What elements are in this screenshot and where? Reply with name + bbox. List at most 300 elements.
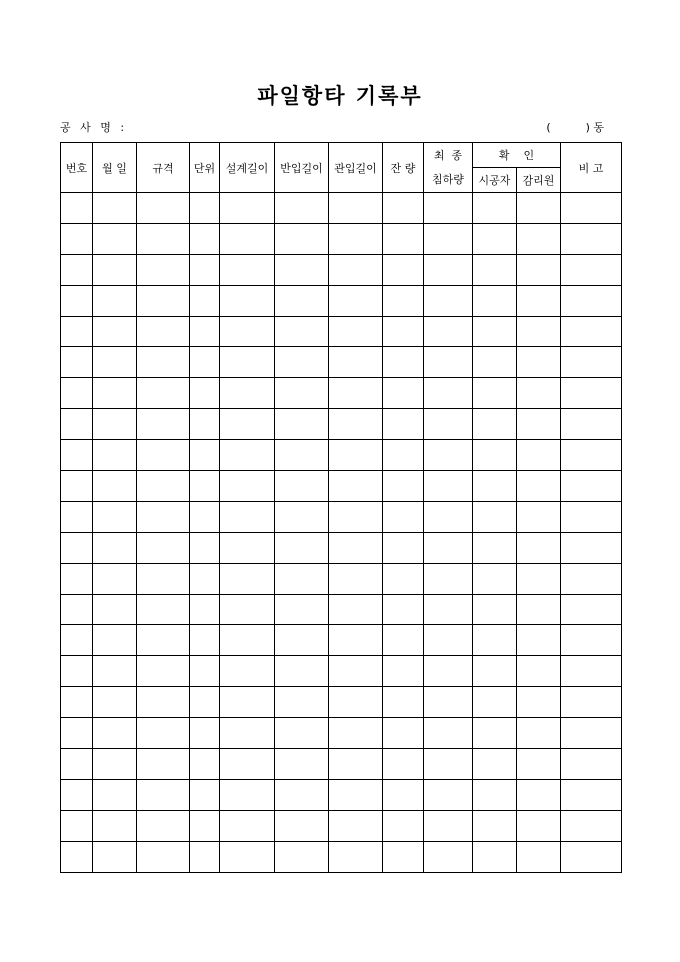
table-cell[interactable] [61, 223, 93, 254]
table-cell[interactable] [93, 718, 137, 749]
table-cell[interactable] [61, 841, 93, 872]
table-cell[interactable] [220, 347, 275, 378]
table-row [61, 749, 622, 780]
table-row [61, 687, 622, 718]
table-cell[interactable] [424, 532, 473, 563]
table-cell[interactable] [190, 440, 220, 471]
table-cell[interactable] [517, 285, 561, 316]
table-cell[interactable] [561, 718, 622, 749]
table-cell[interactable] [220, 378, 275, 409]
table-cell[interactable] [424, 440, 473, 471]
table-cell[interactable] [424, 779, 473, 810]
table-row [61, 347, 622, 378]
table-row [61, 501, 622, 532]
table-cell[interactable] [137, 347, 190, 378]
header-unit: 단위 [190, 143, 220, 193]
table-cell[interactable] [61, 594, 93, 625]
table-cell[interactable] [275, 316, 329, 347]
table-cell[interactable] [473, 347, 517, 378]
table-cell[interactable] [137, 471, 190, 502]
header-final-settlement [424, 143, 473, 193]
table-cell[interactable] [473, 594, 517, 625]
table-cell[interactable] [275, 749, 329, 780]
table-cell[interactable] [383, 532, 424, 563]
table-cell[interactable] [329, 563, 383, 594]
table-cell[interactable] [561, 779, 622, 810]
table-cell[interactable] [61, 316, 93, 347]
table-cell[interactable] [329, 501, 383, 532]
table-row [61, 779, 622, 810]
table-cell[interactable] [220, 810, 275, 841]
table-cell[interactable] [275, 471, 329, 502]
table-cell[interactable] [275, 625, 329, 656]
table-cell[interactable] [275, 285, 329, 316]
table-cell[interactable] [93, 687, 137, 718]
table-cell[interactable] [220, 471, 275, 502]
table-cell[interactable] [561, 285, 622, 316]
table-cell[interactable] [93, 841, 137, 872]
header-confirm: 확 인 [473, 143, 561, 168]
table-cell[interactable] [190, 254, 220, 285]
table-cell[interactable] [424, 316, 473, 347]
table-cell[interactable] [93, 440, 137, 471]
table-cell[interactable] [137, 316, 190, 347]
table-cell[interactable] [61, 656, 93, 687]
table-cell[interactable] [517, 718, 561, 749]
table-cell[interactable] [561, 378, 622, 409]
table-cell[interactable] [473, 193, 517, 224]
table-cell[interactable] [473, 656, 517, 687]
table-cell[interactable] [137, 254, 190, 285]
table-cell[interactable] [517, 625, 561, 656]
table-cell[interactable] [424, 749, 473, 780]
table-cell[interactable] [517, 347, 561, 378]
table-cell[interactable] [220, 594, 275, 625]
table-cell[interactable] [190, 409, 220, 440]
table-cell[interactable] [424, 625, 473, 656]
table-cell[interactable] [329, 440, 383, 471]
table-cell[interactable] [61, 501, 93, 532]
table-cell[interactable] [137, 625, 190, 656]
table-cell[interactable] [561, 563, 622, 594]
table-cell[interactable] [383, 409, 424, 440]
table-cell[interactable] [329, 718, 383, 749]
table-cell[interactable] [275, 223, 329, 254]
table-cell[interactable] [137, 532, 190, 563]
table-cell[interactable] [473, 285, 517, 316]
table-cell[interactable] [190, 193, 220, 224]
table-cell[interactable] [93, 471, 137, 502]
table-cell[interactable] [137, 440, 190, 471]
table-cell[interactable] [93, 532, 137, 563]
table-cell[interactable] [329, 841, 383, 872]
table-cell[interactable] [473, 254, 517, 285]
table-cell[interactable] [220, 749, 275, 780]
table-cell[interactable] [190, 501, 220, 532]
table-cell[interactable] [473, 223, 517, 254]
table-cell[interactable] [329, 316, 383, 347]
table-row [61, 625, 622, 656]
table-cell[interactable] [190, 718, 220, 749]
table-cell[interactable] [61, 285, 93, 316]
document-title: 파일항타 기록부 [257, 83, 423, 108]
table-cell[interactable] [329, 532, 383, 563]
table-cell[interactable] [190, 594, 220, 625]
table-row [61, 471, 622, 502]
table-cell[interactable] [561, 223, 622, 254]
table-cell[interactable] [275, 378, 329, 409]
table-cell[interactable] [329, 687, 383, 718]
table-cell[interactable] [275, 779, 329, 810]
table-cell[interactable] [383, 594, 424, 625]
table-row [61, 656, 622, 687]
table-cell[interactable] [137, 193, 190, 224]
table-row [61, 193, 622, 224]
table-cell[interactable] [137, 779, 190, 810]
table-cell[interactable] [383, 687, 424, 718]
table-cell[interactable] [275, 687, 329, 718]
table-cell[interactable] [329, 378, 383, 409]
table-cell[interactable] [517, 594, 561, 625]
table-cell[interactable] [93, 594, 137, 625]
table-cell[interactable] [61, 810, 93, 841]
table-cell[interactable] [275, 841, 329, 872]
table-cell[interactable] [424, 409, 473, 440]
table-cell[interactable] [61, 532, 93, 563]
table-cell[interactable] [93, 409, 137, 440]
table-cell[interactable] [275, 440, 329, 471]
table-cell[interactable] [93, 223, 137, 254]
table-cell[interactable] [61, 687, 93, 718]
table-cell[interactable] [473, 810, 517, 841]
table-cell[interactable] [383, 625, 424, 656]
table-cell[interactable] [517, 656, 561, 687]
table-cell[interactable] [220, 254, 275, 285]
table-cell[interactable] [383, 378, 424, 409]
table-cell[interactable] [220, 718, 275, 749]
table-cell[interactable] [424, 810, 473, 841]
table-cell[interactable] [190, 625, 220, 656]
table-row [61, 440, 622, 471]
table-cell[interactable] [424, 193, 473, 224]
table-cell[interactable] [424, 378, 473, 409]
table-cell[interactable] [220, 656, 275, 687]
table-cell[interactable] [61, 378, 93, 409]
table-cell[interactable] [190, 532, 220, 563]
table-cell[interactable] [424, 656, 473, 687]
table-cell[interactable] [275, 501, 329, 532]
header-date: 월 일 [93, 143, 137, 193]
table-cell[interactable] [473, 563, 517, 594]
table-cell[interactable] [329, 625, 383, 656]
table-cell[interactable] [383, 193, 424, 224]
table-cell[interactable] [517, 563, 561, 594]
table-cell[interactable] [517, 810, 561, 841]
table-cell[interactable] [275, 193, 329, 224]
table-cell[interactable] [517, 316, 561, 347]
table-cell[interactable] [137, 501, 190, 532]
table-cell[interactable] [517, 687, 561, 718]
table-cell[interactable] [93, 254, 137, 285]
table-cell[interactable] [61, 254, 93, 285]
table-cell[interactable] [517, 440, 561, 471]
table-cell[interactable] [561, 254, 622, 285]
table-cell[interactable] [93, 378, 137, 409]
table-cell[interactable] [329, 409, 383, 440]
table-cell[interactable] [93, 193, 137, 224]
table-cell[interactable] [61, 779, 93, 810]
table-cell[interactable] [561, 810, 622, 841]
table-row [61, 718, 622, 749]
table-cell[interactable] [473, 471, 517, 502]
table-cell[interactable] [220, 501, 275, 532]
table-cell[interactable] [190, 656, 220, 687]
table-cell[interactable] [190, 810, 220, 841]
table-cell[interactable] [561, 409, 622, 440]
table-cell[interactable] [517, 841, 561, 872]
table-cell[interactable] [61, 563, 93, 594]
table-cell[interactable] [275, 347, 329, 378]
table-cell[interactable] [517, 254, 561, 285]
table-cell[interactable] [424, 687, 473, 718]
table-cell[interactable] [190, 347, 220, 378]
table-cell[interactable] [93, 316, 137, 347]
table-body [61, 193, 622, 873]
table-cell[interactable] [561, 841, 622, 872]
table-cell[interactable] [473, 625, 517, 656]
table-cell[interactable] [220, 409, 275, 440]
table-cell[interactable] [329, 223, 383, 254]
table-cell[interactable] [137, 841, 190, 872]
table-cell[interactable] [329, 347, 383, 378]
table-cell[interactable] [561, 471, 622, 502]
table-cell[interactable] [190, 563, 220, 594]
table-cell[interactable] [137, 687, 190, 718]
header-delivered-length: 반입길이 [275, 143, 329, 193]
table-cell[interactable] [329, 594, 383, 625]
header-spec: 규격 [137, 143, 190, 193]
table-cell[interactable] [190, 687, 220, 718]
table-cell[interactable] [61, 440, 93, 471]
table-cell[interactable] [137, 285, 190, 316]
table-cell[interactable] [137, 409, 190, 440]
table-cell[interactable] [137, 563, 190, 594]
table-cell[interactable] [383, 718, 424, 749]
table-cell[interactable] [561, 316, 622, 347]
table-row [61, 841, 622, 872]
table-cell[interactable] [190, 749, 220, 780]
table-cell[interactable] [275, 254, 329, 285]
table-cell[interactable] [383, 440, 424, 471]
table-cell[interactable] [473, 378, 517, 409]
table-cell[interactable] [329, 810, 383, 841]
table-cell[interactable] [561, 687, 622, 718]
table-cell[interactable] [329, 471, 383, 502]
table-cell[interactable] [473, 749, 517, 780]
table-row [61, 563, 622, 594]
table-cell[interactable] [190, 779, 220, 810]
table-cell[interactable] [220, 625, 275, 656]
table-cell[interactable] [424, 841, 473, 872]
table-cell[interactable] [383, 563, 424, 594]
table-cell[interactable] [383, 749, 424, 780]
table-cell[interactable] [190, 471, 220, 502]
pile-driving-record-table [60, 142, 622, 873]
table-cell[interactable] [424, 501, 473, 532]
table-cell[interactable] [93, 347, 137, 378]
table-cell[interactable] [517, 409, 561, 440]
table-cell[interactable] [190, 285, 220, 316]
table-cell[interactable] [561, 501, 622, 532]
header-remaining: 잔 량 [383, 143, 424, 193]
table-cell[interactable] [329, 254, 383, 285]
table-cell[interactable] [383, 779, 424, 810]
table-cell[interactable] [383, 254, 424, 285]
table-cell[interactable] [190, 378, 220, 409]
header-contractor: 시공자 [473, 168, 517, 193]
table-cell[interactable] [61, 625, 93, 656]
project-name-label: 공 사 명 : [60, 121, 128, 134]
table-cell[interactable] [93, 779, 137, 810]
table-cell[interactable] [220, 779, 275, 810]
table-cell[interactable] [220, 841, 275, 872]
table-cell[interactable] [61, 718, 93, 749]
table-row [61, 409, 622, 440]
table-cell[interactable] [517, 471, 561, 502]
table-cell[interactable] [275, 594, 329, 625]
table-cell[interactable] [275, 810, 329, 841]
table-cell[interactable] [137, 718, 190, 749]
table-cell[interactable] [275, 563, 329, 594]
table-cell[interactable] [275, 409, 329, 440]
table-cell[interactable] [561, 193, 622, 224]
table-cell[interactable] [61, 193, 93, 224]
table-cell[interactable] [220, 563, 275, 594]
table-cell[interactable] [93, 625, 137, 656]
table-cell[interactable] [329, 193, 383, 224]
table-cell[interactable] [383, 347, 424, 378]
table-cell[interactable] [383, 656, 424, 687]
table-cell[interactable] [561, 440, 622, 471]
table-cell[interactable] [93, 656, 137, 687]
table-cell[interactable] [473, 532, 517, 563]
table-cell[interactable] [61, 471, 93, 502]
table-cell[interactable] [424, 223, 473, 254]
table-cell[interactable] [329, 779, 383, 810]
table-cell[interactable] [61, 347, 93, 378]
table-cell[interactable] [517, 532, 561, 563]
table-cell[interactable] [137, 594, 190, 625]
table-cell[interactable] [561, 594, 622, 625]
table-cell[interactable] [517, 779, 561, 810]
table-cell[interactable] [220, 223, 275, 254]
table-cell[interactable] [61, 409, 93, 440]
table-cell[interactable] [473, 501, 517, 532]
table-row [61, 285, 622, 316]
table-cell[interactable] [275, 718, 329, 749]
table-cell[interactable] [220, 285, 275, 316]
table-cell[interactable] [424, 285, 473, 316]
table-cell[interactable] [473, 440, 517, 471]
table-header [61, 143, 622, 193]
table-cell[interactable] [473, 718, 517, 749]
table-cell[interactable] [383, 841, 424, 872]
table-cell[interactable] [137, 378, 190, 409]
table-cell[interactable] [561, 532, 622, 563]
table-cell[interactable] [220, 687, 275, 718]
table-cell[interactable] [329, 656, 383, 687]
table-cell[interactable] [93, 810, 137, 841]
header-supervisor: 감리원 [517, 168, 561, 193]
header-final-settlement-line1: 최 종 [433, 148, 463, 162]
table-cell[interactable] [329, 285, 383, 316]
table-cell[interactable] [275, 656, 329, 687]
table-cell[interactable] [190, 316, 220, 347]
table-cell[interactable] [383, 316, 424, 347]
table-cell[interactable] [137, 749, 190, 780]
table-cell[interactable] [93, 285, 137, 316]
building-dong-label: ( ) 동 [546, 121, 604, 134]
header-design-length: 설계길이 [220, 143, 275, 193]
table-cell[interactable] [424, 471, 473, 502]
table-cell[interactable] [275, 532, 329, 563]
table-cell[interactable] [517, 193, 561, 224]
table-cell[interactable] [473, 841, 517, 872]
table-cell[interactable] [190, 841, 220, 872]
table-cell[interactable] [61, 749, 93, 780]
header-no: 번호 [61, 143, 93, 193]
table-cell[interactable] [220, 193, 275, 224]
table-cell[interactable] [220, 316, 275, 347]
table-cell[interactable] [383, 501, 424, 532]
header-remarks: 비 고 [561, 143, 622, 193]
table-cell[interactable] [424, 254, 473, 285]
header-final-settlement-line2: 침하량 [432, 172, 464, 186]
table-cell[interactable] [561, 347, 622, 378]
table-cell[interactable] [383, 810, 424, 841]
table-cell[interactable] [137, 223, 190, 254]
table-cell[interactable] [424, 563, 473, 594]
table-cell[interactable] [383, 471, 424, 502]
table-cell[interactable] [220, 532, 275, 563]
table-cell[interactable] [473, 316, 517, 347]
table-cell[interactable] [383, 285, 424, 316]
table-row [61, 223, 622, 254]
table-cell[interactable] [473, 409, 517, 440]
table-cell[interactable] [220, 440, 275, 471]
table-cell[interactable] [561, 656, 622, 687]
table-cell[interactable] [329, 749, 383, 780]
table-cell[interactable] [517, 378, 561, 409]
table-cell[interactable] [424, 718, 473, 749]
table-cell[interactable] [473, 779, 517, 810]
table-cell[interactable] [517, 749, 561, 780]
table-cell[interactable] [190, 223, 220, 254]
table-cell[interactable] [93, 749, 137, 780]
table-cell[interactable] [424, 347, 473, 378]
table-cell[interactable] [424, 594, 473, 625]
table-cell[interactable] [561, 625, 622, 656]
table-cell[interactable] [383, 223, 424, 254]
table-cell[interactable] [137, 810, 190, 841]
table-cell[interactable] [561, 749, 622, 780]
table-cell[interactable] [473, 687, 517, 718]
table-cell[interactable] [93, 563, 137, 594]
table-cell[interactable] [517, 501, 561, 532]
table-cell[interactable] [137, 656, 190, 687]
table-cell[interactable] [517, 223, 561, 254]
table-cell[interactable] [93, 501, 137, 532]
